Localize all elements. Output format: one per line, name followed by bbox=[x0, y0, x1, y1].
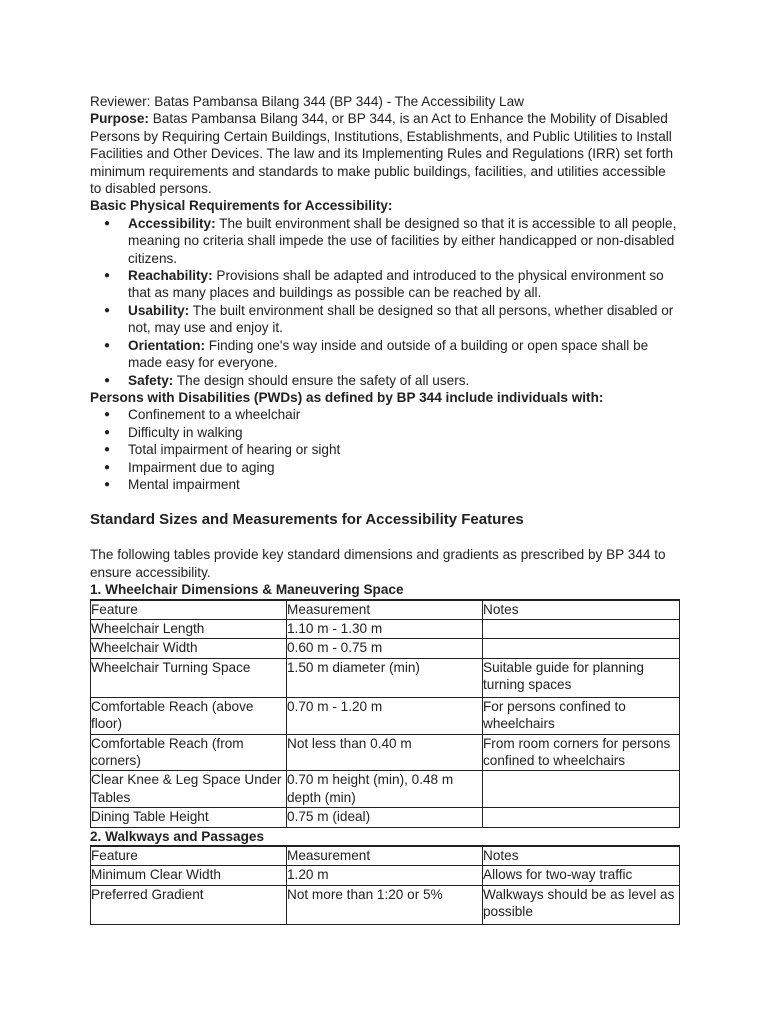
table-cell bbox=[483, 808, 680, 827]
table-cell: 1.20 m bbox=[287, 866, 483, 885]
requirement-label: Usability: bbox=[128, 302, 190, 318]
wheelchair-table bbox=[90, 599, 680, 828]
table-header-row bbox=[91, 846, 680, 866]
table1-heading: 1. Wheelchair Dimensions & Maneuvering Space bbox=[90, 582, 404, 598]
pwd-item: ● Total impairment of hearing or sight bbox=[90, 441, 680, 458]
table-header-cell: Notes bbox=[483, 600, 680, 620]
table-header-row bbox=[91, 600, 680, 620]
table-cell: Minimum Clear Width bbox=[91, 866, 287, 885]
table-cell: 0.75 m (ideal) bbox=[287, 808, 483, 827]
table-cell bbox=[483, 619, 680, 638]
table-cell: 0.60 m - 0.75 m bbox=[287, 639, 483, 658]
table-header-cell: Feature bbox=[91, 600, 287, 620]
requirement-label: Safety: bbox=[128, 372, 174, 388]
pwd-item: ● Confinement to a wheelchair bbox=[90, 406, 680, 423]
table-cell: Not more than 1:20 or 5% bbox=[287, 885, 483, 924]
purpose-text: Batas Pambansa Bilang 344, or BP 344, is an Act to Enhance the Mobility of Disabled Persons by Requiring Certain Buildings, Institutions, Establishments, and Public Utilities to Install Facilities and Other Devices. The law and its Implementing Rules and Regulations (IRR) set forth minimum requirements and standards to make public buildings, facilities, and utilities accessible to disabled persons. bbox=[90, 111, 674, 197]
table-cell: 1.10 m - 1.30 m bbox=[287, 619, 483, 638]
requirement-text: Finding one's way inside and outside of a building or open space shall be made easy for everyone. bbox=[128, 337, 649, 371]
table-row bbox=[91, 639, 680, 658]
requirement-text: The built environment shall be designed so that it is accessible to all people, meaning no criteria shall impede the use of facilities by either handicapped or non-disabled citizens. bbox=[128, 215, 677, 266]
pwd-heading: Persons with Disabilities (PWDs) as defined by BP 344 include individuals with: bbox=[90, 389, 604, 405]
table-cell: 0.70 m - 1.20 m bbox=[287, 697, 483, 734]
pwd-item: ● Difficulty in walking bbox=[90, 424, 680, 441]
table-cell: Clear Knee & Leg Space Under Tables bbox=[91, 771, 287, 808]
table-cell: Not less than 0.40 m bbox=[287, 734, 483, 771]
document-title: Reviewer: Batas Pambansa Bilang 344 (BP 344) - The Accessibility Law bbox=[90, 94, 524, 109]
table-cell: 1.50 m diameter (min) bbox=[287, 658, 483, 697]
requirement-item bbox=[90, 302, 680, 337]
table-header-cell: Measurement bbox=[287, 846, 483, 866]
requirement-item bbox=[90, 372, 680, 389]
table-row bbox=[91, 808, 680, 827]
table-cell bbox=[483, 639, 680, 658]
table-row bbox=[91, 697, 680, 734]
table-cell: Wheelchair Width bbox=[91, 639, 287, 658]
table-header-cell: Measurement bbox=[287, 600, 483, 620]
pwd-list bbox=[90, 406, 680, 493]
requirement-item bbox=[90, 337, 680, 372]
purpose-label: Purpose: bbox=[90, 111, 149, 127]
table-cell: Wheelchair Turning Space bbox=[91, 658, 287, 697]
table2-heading: 2. Walkways and Passages bbox=[90, 828, 265, 844]
requirement-label: Reachability: bbox=[128, 268, 213, 284]
requirement-label: Orientation: bbox=[128, 337, 206, 353]
requirement-label: Accessibility: bbox=[128, 215, 216, 231]
requirement-text: Provisions shall be adapted and introduced to the physical environment so that as many places and buildings as possible can be reached by all. bbox=[128, 268, 664, 301]
table-header-cell: Feature bbox=[91, 846, 287, 866]
document-content bbox=[90, 93, 680, 925]
table-cell: Comfortable Reach (above floor) bbox=[91, 697, 287, 734]
table-row bbox=[91, 885, 680, 924]
table-cell: Comfortable Reach (from corners) bbox=[91, 734, 287, 771]
purpose-paragraph bbox=[90, 110, 680, 197]
table-row bbox=[91, 658, 680, 697]
table-cell: Preferred Gradient bbox=[91, 885, 287, 924]
pwd-item: ● Mental impairment bbox=[90, 476, 680, 493]
table-header-cell: Notes bbox=[483, 846, 680, 866]
table-row bbox=[91, 734, 680, 771]
table-cell: Wheelchair Length bbox=[91, 619, 287, 638]
table-row bbox=[91, 771, 680, 808]
requirements-list bbox=[90, 215, 680, 389]
standards-intro: The following tables provide key standard dimensions and gradients as prescribed by BP 344 to ensure accessibility. bbox=[90, 547, 666, 580]
requirement-text: The design should ensure the safety of all users. bbox=[173, 372, 470, 388]
requirement-item bbox=[90, 215, 680, 267]
standards-heading: Standard Sizes and Measurements for Accessibility Features bbox=[90, 511, 524, 529]
requirement-text: The built environment shall be designed so that all persons, whether disabled or not, may use and enjoy it. bbox=[128, 302, 674, 336]
table-cell: Walkways should be as level as possible bbox=[483, 885, 680, 924]
walkways-table bbox=[90, 845, 680, 925]
requirement-item bbox=[90, 267, 680, 302]
requirements-heading: Basic Physical Requirements for Accessibility: bbox=[90, 198, 393, 214]
table-row bbox=[91, 866, 680, 885]
table-cell: 0.70 m height (min), 0.48 m depth (min) bbox=[287, 771, 483, 808]
pwd-item: ● Impairment due to aging bbox=[90, 459, 680, 476]
table-cell bbox=[483, 771, 680, 808]
table-cell: From room corners for persons confined to wheelchairs bbox=[483, 734, 680, 771]
table-cell: Suitable guide for planning turning spaces bbox=[483, 658, 680, 697]
table-cell: Allows for two-way traffic bbox=[483, 866, 680, 885]
table-cell: For persons confined to wheelchairs bbox=[483, 697, 680, 734]
table-cell: Dining Table Height bbox=[91, 808, 287, 827]
table-row bbox=[91, 619, 680, 638]
